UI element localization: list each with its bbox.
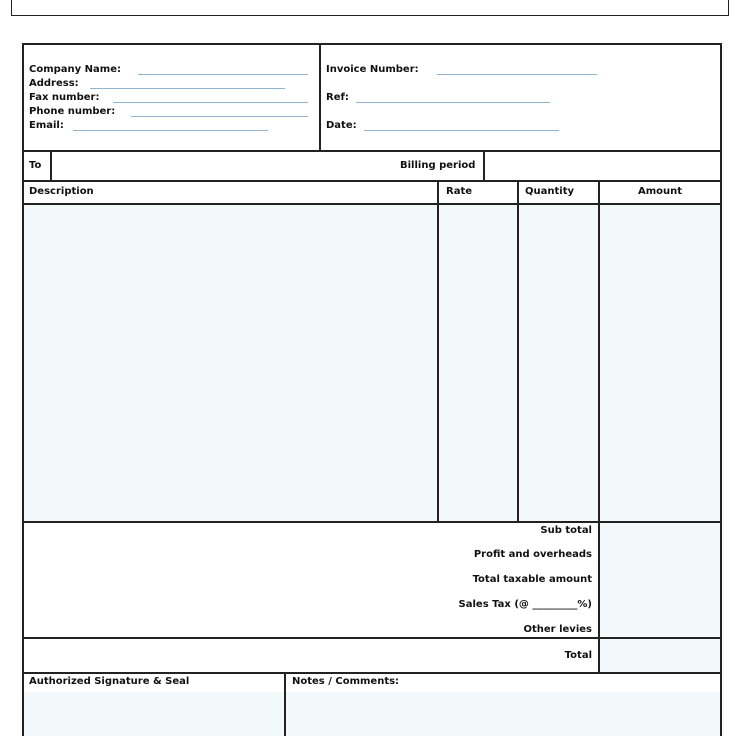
address-field[interactable] xyxy=(90,88,285,89)
to-label: To xyxy=(29,160,42,171)
total-value-cell[interactable] xyxy=(600,639,720,672)
email-label: Email: xyxy=(29,120,64,131)
frame-top xyxy=(22,43,721,45)
rate-area[interactable] xyxy=(439,205,517,521)
col-div-qty-amount xyxy=(598,180,600,673)
quantity-area[interactable] xyxy=(519,205,598,521)
fax-field[interactable] xyxy=(113,102,308,103)
other-levies-label: Other levies xyxy=(523,624,592,635)
header-divider xyxy=(319,43,321,150)
company-name-label: Company Name: xyxy=(29,64,121,75)
phone-label: Phone number: xyxy=(29,106,116,117)
col-div-rate-qty xyxy=(517,180,519,522)
col-header-rate: Rate xyxy=(446,186,473,197)
notes-label: Notes / Comments: xyxy=(292,676,400,687)
title-box xyxy=(11,0,729,16)
invoice-number-field[interactable] xyxy=(437,74,597,75)
notes-area[interactable] xyxy=(286,692,720,736)
ref-field[interactable] xyxy=(356,102,550,103)
description-area[interactable] xyxy=(23,205,437,521)
invoice-number-label: Invoice Number: xyxy=(326,64,419,75)
sales-tax-label: Sales Tax (@ _________%) xyxy=(458,599,592,610)
fax-label: Fax number: xyxy=(29,92,100,103)
to-row-bottom xyxy=(22,180,721,182)
amount-area[interactable] xyxy=(600,205,720,521)
date-field[interactable] xyxy=(364,130,559,131)
footer-divider xyxy=(284,672,286,736)
col-header-quantity: Quantity xyxy=(525,186,574,197)
company-name-field[interactable] xyxy=(138,74,308,75)
col-header-description: Description xyxy=(29,186,94,197)
items-bottom xyxy=(22,521,721,523)
profit-label: Profit and overheads xyxy=(473,549,592,560)
totals-bottom xyxy=(22,672,721,674)
taxable-label: Total taxable amount xyxy=(472,574,592,585)
address-label: Address: xyxy=(29,78,79,89)
frame-left xyxy=(22,43,24,736)
to-field[interactable] xyxy=(52,152,390,179)
billing-period-field[interactable] xyxy=(485,152,719,179)
totals-divider xyxy=(22,637,721,639)
signature-area[interactable] xyxy=(23,692,284,736)
signature-label: Authorized Signature & Seal xyxy=(29,676,190,687)
ref-label: Ref: xyxy=(326,92,349,103)
frame-right xyxy=(720,43,722,736)
col-header-bottom xyxy=(22,203,721,205)
billing-period-label: Billing period xyxy=(400,160,476,171)
email-field[interactable] xyxy=(73,130,268,131)
totals-values-area[interactable] xyxy=(600,523,720,636)
phone-field[interactable] xyxy=(131,116,308,117)
sub-total-label: Sub total xyxy=(540,525,592,536)
date-label: Date: xyxy=(326,120,357,131)
col-header-amount: Amount xyxy=(637,186,683,197)
total-label: Total xyxy=(564,650,592,661)
col-div-desc-rate xyxy=(437,180,439,522)
